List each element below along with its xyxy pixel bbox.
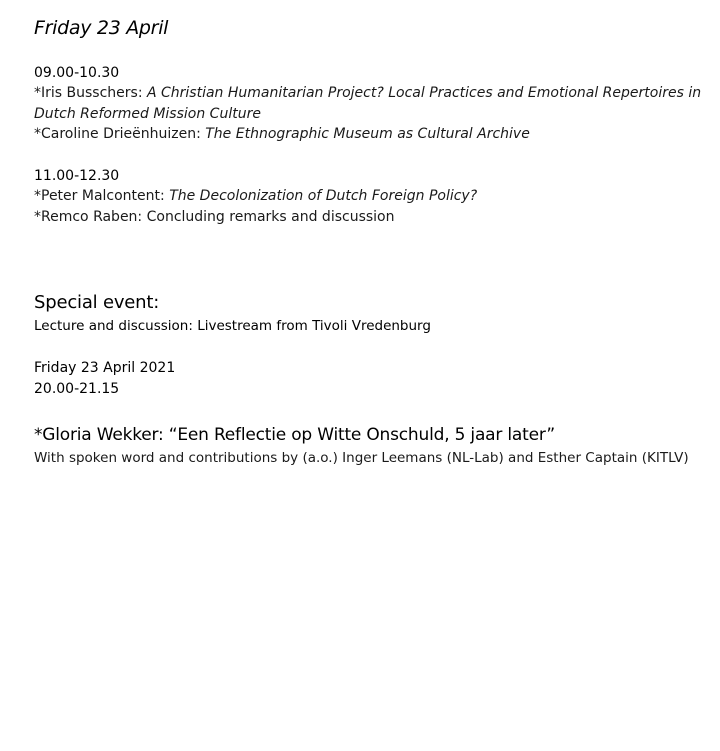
session-morning-2 (34, 166, 477, 227)
speaker-name: *Caroline Drieënhuizen: (34, 126, 206, 142)
special-event-date: Friday 23 April 2021 (34, 360, 176, 376)
speaker-name: *Iris Busschers: (34, 85, 147, 101)
speaker-name: *Peter Malcontent: (34, 188, 170, 204)
keynote-subtitle: With spoken word and contributions by (a.o.) Inger Leemans (NL-Lab) and Esther Captain (KITLV) (34, 450, 689, 466)
talk-line (34, 83, 701, 104)
talk-line (34, 186, 477, 207)
session-time: 09.00-10.30 (34, 65, 120, 81)
session-morning-1 (34, 63, 701, 145)
talk-title: The Decolonization of Dutch Foreign Policy? (169, 188, 478, 204)
special-event-title: Special event: (34, 292, 160, 313)
keynote-title: *Gloria Wekker: “Een Reflectie op Witte Onschuld, 5 jaar later” (34, 425, 555, 445)
talk-line (34, 124, 701, 145)
day-heading: Friday 23 April (34, 17, 169, 39)
special-event-subtitle: Lecture and discussion: Livestream from Tivoli Vredenburg (34, 318, 431, 334)
special-event-datetime (34, 358, 175, 399)
talk-title-continued: Dutch Reformed Mission Culture (34, 105, 261, 122)
session-time: 11.00-12.30 (34, 168, 120, 184)
talk-title: The Ethnographic Museum as Cultural Archive (205, 126, 530, 142)
special-event-time: 20.00-21.15 (34, 380, 120, 397)
talk-line-continued (34, 104, 701, 125)
talk-title: A Christian Humanitarian Project? Local Practices and Emotional Repertoires in (146, 85, 702, 101)
talk-line: *Remco Raben: Concluding remarks and discussion (34, 208, 395, 225)
